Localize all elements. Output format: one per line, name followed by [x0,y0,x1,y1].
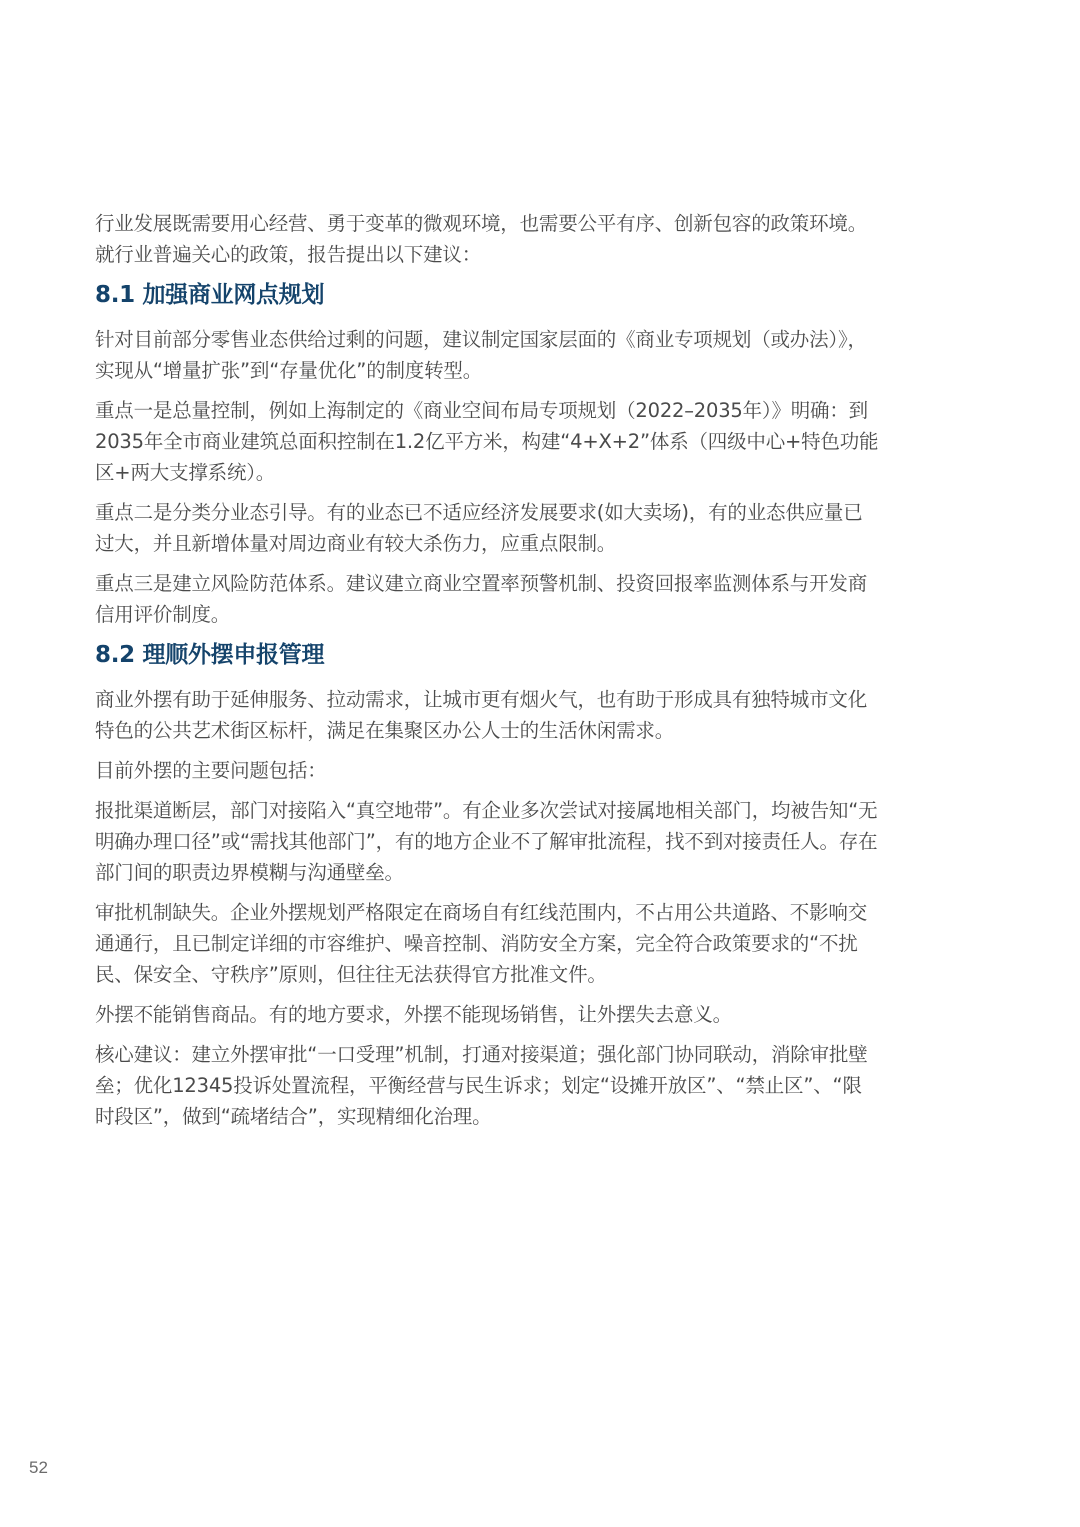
section-heading-8-1: 8.1 加强商业网点规划 [95,282,325,308]
section-8-2-paragraph-3: 报批渠道断层，部门对接陷入“真空地带”。有企业多次尝试对接属地相关部门，均被告知“无明确办理口径”或“需找其他部门”，有的地方企业不了解审批流程，找不到对接责任人。存在部门间的职责边界模糊与沟通壁垒。 [95,799,878,884]
section-heading-8-2: 8.2 理顺外摆申报管理 [95,642,325,668]
section-8-2-paragraph-1: 商业外摆有助于延伸服务、拉动需求，让城市更有烟火气，也有助于形成具有独特城市文化特色的公共艺术街区标杆，满足在集聚区办公人士的生活休闲需求。 [95,688,868,742]
section-8-1-paragraph-1: 针对目前部分零售业态供给过剩的问题，建议制定国家层面的《商业专项规划（或办法）》，实现从“增量扩张”到“存量优化”的制度转型。 [95,328,867,382]
section-8-1-paragraph-4: 重点三是建立风险防范体系。建议建立商业空置率预警机制、投资回报率监测体系与开发商信用评价制度。 [95,572,868,626]
section-8-2-paragraph-5: 外摆不能销售商品。有的地方要求，外摆不能现场销售，让外摆失去意义。 [95,1003,732,1026]
page-number: 52 [29,1458,48,1477]
section-8-1-paragraph-2: 重点一是总量控制，例如上海制定的《商业空间布局专项规划（2022–2035年）》明确：到2035年全市商业建筑总面积控制在1.2亿平方米，构建“4+X+2”体系（四级中心+特色功能区+两大支撑系统）。 [95,399,879,484]
section-8-2-paragraph-4: 审批机制缺失。企业外摆规划严格限定在商场自有红线范围内，不占用公共道路、不影响交通通行，且已制定详细的市容维护、噪音控制、消防安全方案，完全符合政策要求的“不扰民、保安全、守秩序”原则，但往往无法获得官方批准文件。 [95,901,868,986]
section-8-2-paragraph-6: 核心建议：建立外摆审批“一口受理”机制，打通对接渠道；强化部门协同联动，消除审批壁垒；优化12345投诉处置流程，平衡经营与民生诉求；划定“设摊开放区”、“禁止区”、“限时段区”，做到“疏堵结合”，实现精细化治理。 [95,1043,868,1128]
page-content [95,208,880,1141]
section-8-1-paragraph-3: 重点二是分类分业态引导。有的业态已不适应经济发展要求(如大卖场)，有的业态供应量已过大，并且新增体量对周边商业有较大杀伤力，应重点限制。 [95,501,863,555]
section-8-2-paragraph-2: 目前外摆的主要问题包括： [95,759,327,782]
intro-paragraph: 行业发展既需要用心经营、勇于变革的微观环境，也需要公平有序、创新包容的政策环境。就行业普遍关心的政策，报告提出以下建议： [95,212,868,266]
